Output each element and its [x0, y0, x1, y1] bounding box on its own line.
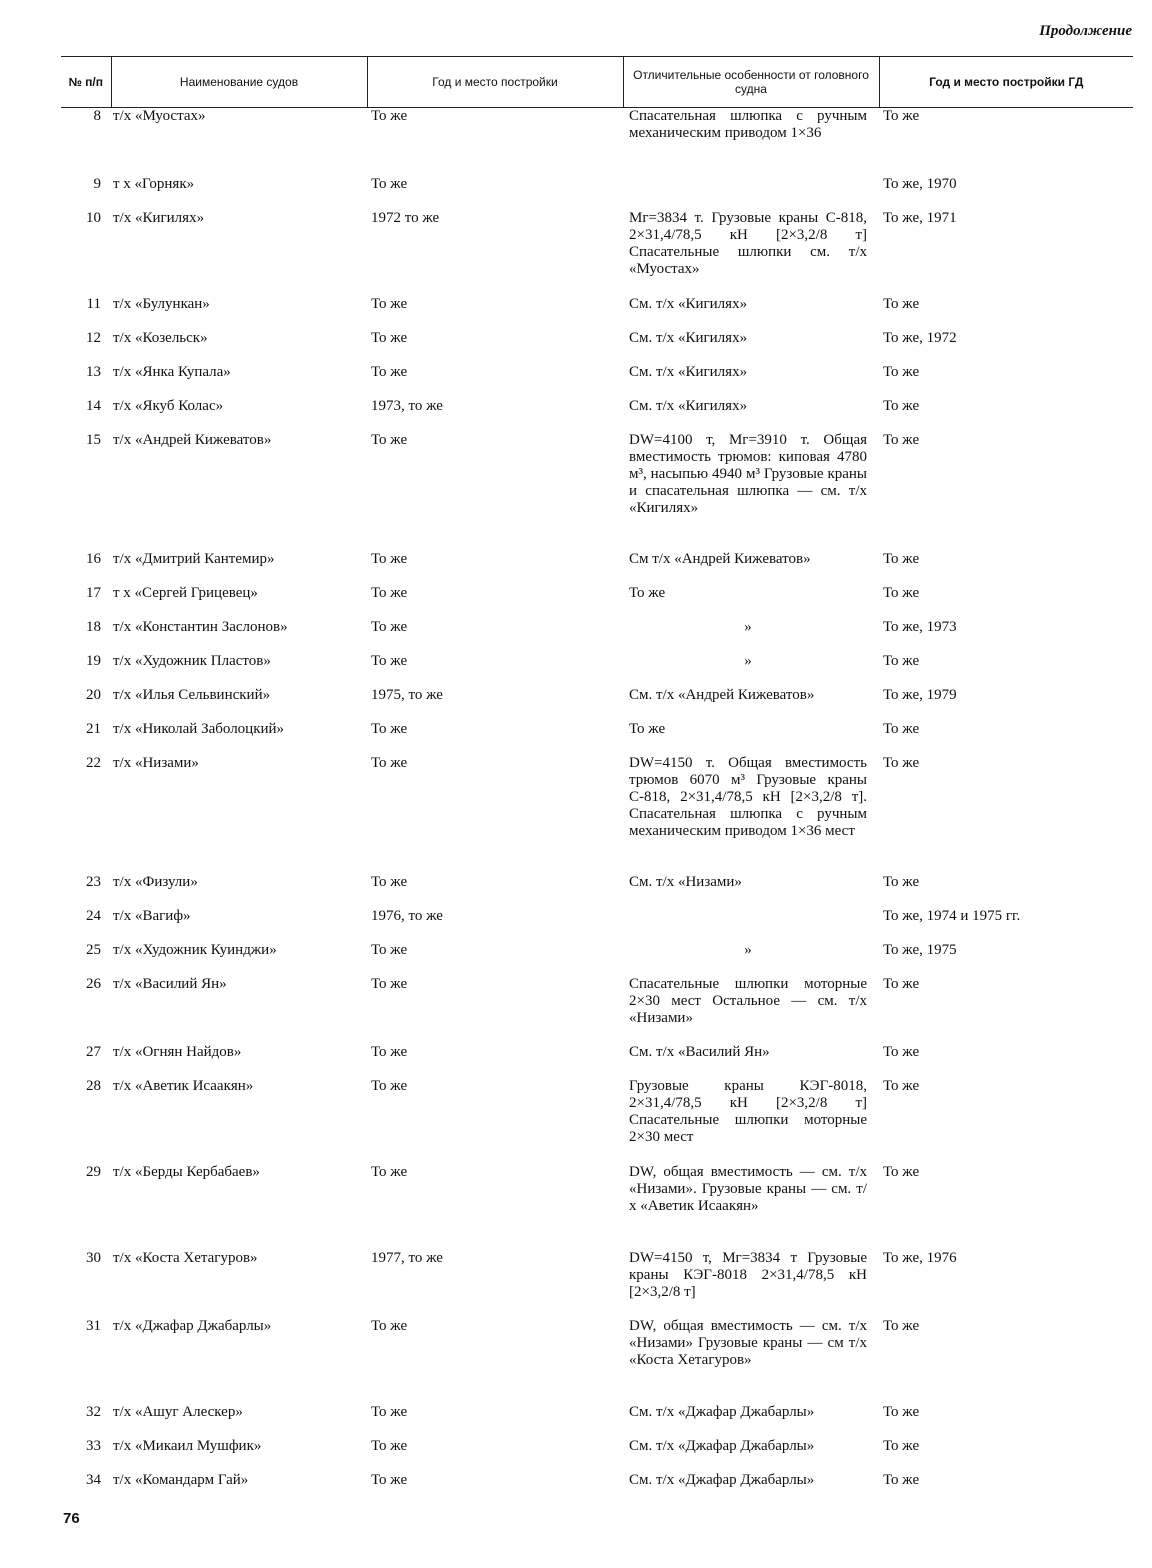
- ship-name: т/х «Кигилях»: [113, 209, 205, 226]
- ship-name: т/х «Аветик Исаакян»: [113, 1077, 254, 1094]
- table-row: [61, 619, 1133, 653]
- table-row: [61, 1318, 1133, 1404]
- distinctive-features: См. т/х «Кигилях»: [629, 329, 748, 346]
- table-row: [61, 551, 1133, 585]
- ship-name: т/х «Андрей Кижеватов»: [113, 431, 272, 448]
- ship-name: т х «Сергей Грицевец»: [113, 584, 258, 601]
- table-row: [61, 398, 1133, 432]
- distinctive-features: [623, 908, 879, 942]
- distinctive-features: [623, 176, 879, 210]
- table-row: [61, 108, 1133, 176]
- row-number: 12: [86, 329, 101, 346]
- ship-name: т/х «Берды Кербабаев»: [113, 1163, 260, 1180]
- distinctive-features: »: [744, 941, 752, 958]
- col-header-name: Наименование судов: [111, 57, 367, 108]
- build-year-place: То же: [371, 584, 408, 601]
- build-year-place: То же: [371, 754, 408, 771]
- table-row: [61, 296, 1133, 330]
- ship-name: т х «Горняк»: [113, 175, 195, 192]
- ship-name: т/х «Художник Пластов»: [113, 652, 271, 669]
- distinctive-features: Mг=3834 т. Грузовые краны С-818, 2×31,4/78,5 кН [2×3,2/8 т] Спасательные шлюпки см. т/х «Муостах»: [629, 209, 867, 277]
- distinctive-features: См. т/х «Джафар Джабарлы»: [629, 1437, 815, 1454]
- table-row: [61, 1250, 1133, 1318]
- col-header-gd: Год и место постройки ГД: [879, 57, 1133, 108]
- table-row: [61, 1164, 1133, 1250]
- row-number: 26: [86, 975, 101, 992]
- build-year-place: 1972 то же: [371, 209, 440, 226]
- table-row: [61, 364, 1133, 398]
- row-number: 18: [86, 618, 101, 635]
- row-number: 32: [86, 1403, 101, 1420]
- distinctive-features: »: [744, 618, 752, 635]
- ship-name: т/х «Коста Хетагуров»: [113, 1249, 258, 1266]
- distinctive-features: DW, общая вместимость — см. т/х «Низами». Грузовые краны — см. т/х «Аветик Исаакян»: [629, 1163, 867, 1214]
- distinctive-features: См. т/х «Джафар Джабарлы»: [629, 1471, 815, 1488]
- ship-name: т/х «Муостах»: [113, 108, 206, 124]
- row-number: 13: [86, 363, 101, 380]
- row-number: 25: [86, 941, 101, 958]
- engine-build-year-place: То же, 1973: [883, 618, 957, 635]
- build-year-place: То же: [371, 873, 408, 890]
- build-year-place: 1975, то же: [371, 686, 443, 703]
- ship-name: т/х «Физули»: [113, 873, 198, 890]
- build-year-place: То же: [371, 618, 408, 635]
- ship-name: т/х «Художник Куинджи»: [113, 941, 277, 958]
- table-row: [61, 755, 1133, 874]
- table-row: [61, 432, 1133, 551]
- build-year-place: То же: [371, 1077, 408, 1094]
- table-row: [61, 1044, 1133, 1078]
- ships-table: [61, 56, 1133, 1512]
- ship-name: т/х «Джафар Джабарлы»: [113, 1317, 272, 1334]
- ship-name: т/х «Булункан»: [113, 295, 210, 312]
- engine-build-year-place: То же: [883, 975, 920, 992]
- table-row: [61, 976, 1133, 1044]
- ship-name: т/х «Николай Заболоцкий»: [113, 720, 285, 737]
- ship-name: т/х «Огнян Найдов»: [113, 1043, 242, 1060]
- row-number: 28: [86, 1077, 101, 1094]
- engine-build-year-place: То же: [883, 397, 920, 414]
- engine-build-year-place: То же: [883, 652, 920, 669]
- build-year-place: То же: [371, 329, 408, 346]
- build-year-place: То же: [371, 550, 408, 567]
- distinctive-features: См. т/х «Андрей Кижеватов»: [629, 686, 815, 703]
- row-number: 9: [93, 175, 101, 192]
- build-year-place: То же: [371, 431, 408, 448]
- ship-name: т/х «Константин Заслонов»: [113, 618, 288, 635]
- row-number: 24: [86, 907, 101, 924]
- table-row: [61, 908, 1133, 942]
- table-row: [61, 330, 1133, 364]
- engine-build-year-place: То же, 1972: [883, 329, 957, 346]
- build-year-place: То же: [371, 108, 408, 124]
- build-year-place: То же: [371, 363, 408, 380]
- engine-build-year-place: То же: [883, 1437, 920, 1454]
- ship-name: т/х «Низами»: [113, 754, 199, 771]
- distinctive-features: DW=4100 т, Mг=3910 т. Общая вместимость трюмов: киповая 4780 м³, насыпью 4940 м³ Грузовые краны и спасательная шлюпка — см. т/х «Кигилях»: [629, 431, 867, 516]
- row-number: 27: [86, 1043, 101, 1060]
- engine-build-year-place: То же: [883, 363, 920, 380]
- distinctive-features: DW, общая вместимость — см. т/х «Низами» Грузовые краны — см т/х «Коста Хетагуров»: [629, 1317, 867, 1368]
- table-row: [61, 176, 1133, 210]
- engine-build-year-place: То же, 1974 и 1975 гг.: [883, 907, 1021, 924]
- distinctive-features: См. т/х «Василий Ян»: [629, 1043, 770, 1060]
- row-number: 30: [86, 1249, 101, 1266]
- distinctive-features: DW=4150 т. Общая вместимость трюмов 6070 м³ Грузовые краны С-818, 2×31,4/78,5 кН [2×3,2/8 т]. Спасательная шлюпка с ручным механическим приводом 1×36 мест: [629, 754, 867, 839]
- engine-build-year-place: То же: [883, 1077, 920, 1094]
- distinctive-features: »: [744, 652, 752, 669]
- row-number: 31: [86, 1317, 101, 1334]
- build-year-place: 1977, то же: [371, 1249, 443, 1266]
- row-number: 17: [86, 584, 101, 601]
- row-number: 21: [86, 720, 101, 737]
- distinctive-features: См. т/х «Низами»: [629, 873, 742, 890]
- engine-build-year-place: То же: [883, 754, 920, 771]
- distinctive-features: Спасательные шлюпки моторные 2×30 мест Остальное — см. т/х «Низами»: [629, 975, 867, 1026]
- ship-name: т/х «Янка Купала»: [113, 363, 231, 380]
- distinctive-features: Спасательная шлюпка с ручным механическим приводом 1×36: [629, 108, 867, 141]
- distinctive-features: Грузовые краны КЭГ-8018, 2×31,4/78,5 кН [2×3,2/8 т] Спасательные шлюпки моторные 2×30 мест: [629, 1077, 867, 1145]
- engine-build-year-place: То же, 1976: [883, 1249, 957, 1266]
- engine-build-year-place: То же: [883, 1043, 920, 1060]
- table-header: [61, 57, 1133, 108]
- ship-name: т/х «Дмитрий Кантемир»: [113, 550, 275, 567]
- engine-build-year-place: То же: [883, 431, 920, 448]
- build-year-place: То же: [371, 1317, 408, 1334]
- build-year-place: То же: [371, 1163, 408, 1180]
- build-year-place: То же: [371, 175, 408, 192]
- engine-build-year-place: То же: [883, 1163, 920, 1180]
- build-year-place: То же: [371, 1403, 408, 1420]
- engine-build-year-place: То же: [883, 295, 920, 312]
- col-header-features: Отличительные особенности от головного судна: [623, 57, 879, 108]
- table-row: [61, 942, 1133, 976]
- engine-build-year-place: То же: [883, 1317, 920, 1334]
- row-number: 11: [86, 295, 101, 312]
- engine-build-year-place: То же: [883, 584, 920, 601]
- distinctive-features: DW=4150 т, Mг=3834 т Грузовые краны КЭГ-8018 2×31,4/78,5 кН [2×3,2/8 т]: [629, 1249, 867, 1300]
- row-number: 22: [86, 754, 101, 771]
- build-year-place: То же: [371, 1471, 408, 1488]
- engine-build-year-place: То же: [883, 550, 920, 567]
- engine-build-year-place: То же, 1979: [883, 686, 957, 703]
- ship-name: т/х «Якуб Колас»: [113, 397, 224, 414]
- build-year-place: То же: [371, 1043, 408, 1060]
- table-row: [61, 1472, 1133, 1512]
- distinctive-features: То же: [629, 720, 666, 737]
- table-row: [61, 874, 1133, 908]
- row-number: 23: [86, 873, 101, 890]
- build-year-place: То же: [371, 720, 408, 737]
- build-year-place: 1976, то же: [371, 907, 443, 924]
- distinctive-features: См т/х «Андрей Кижеватов»: [629, 550, 811, 567]
- row-number: 33: [86, 1437, 101, 1454]
- ship-name: т/х «Илья Сельвинский»: [113, 686, 271, 703]
- ship-name: т/х «Микаил Мушфик»: [113, 1437, 262, 1454]
- row-number: 10: [86, 209, 101, 226]
- table-body: [61, 108, 1133, 1512]
- engine-build-year-place: То же, 1970: [883, 175, 957, 192]
- col-header-year-place: Год и место постройки: [367, 57, 623, 108]
- table-row: [61, 687, 1133, 721]
- build-year-place: То же: [371, 295, 408, 312]
- table-row: [61, 210, 1133, 296]
- build-year-place: То же: [371, 941, 408, 958]
- row-number: 14: [86, 397, 101, 414]
- page-number: 76: [63, 1510, 80, 1527]
- table-row: [61, 653, 1133, 687]
- col-header-num: № п/п: [61, 57, 111, 108]
- continuation-note: Продолжение: [1039, 23, 1132, 39]
- distinctive-features: См. т/х «Кигилях»: [629, 295, 748, 312]
- engine-build-year-place: То же, 1971: [883, 209, 957, 226]
- build-year-place: 1973, то же: [371, 397, 443, 414]
- engine-build-year-place: То же: [883, 1471, 920, 1488]
- build-year-place: То же: [371, 1437, 408, 1454]
- row-number: 29: [86, 1163, 101, 1180]
- distinctive-features: То же: [629, 584, 666, 601]
- distinctive-features: См. т/х «Кигилях»: [629, 397, 748, 414]
- distinctive-features: См. т/х «Кигилях»: [629, 363, 748, 380]
- engine-build-year-place: То же, 1975: [883, 941, 957, 958]
- build-year-place: То же: [371, 975, 408, 992]
- engine-build-year-place: То же: [883, 873, 920, 890]
- table-row: [61, 1078, 1133, 1164]
- table-row: [61, 1438, 1133, 1472]
- table-row: [61, 585, 1133, 619]
- engine-build-year-place: То же: [883, 720, 920, 737]
- distinctive-features: См. т/х «Джафар Джабарлы»: [629, 1403, 815, 1420]
- ship-name: т/х «Ашуг Алескер»: [113, 1403, 243, 1420]
- row-number: 16: [86, 550, 101, 567]
- ship-name: т/х «Вагиф»: [113, 907, 191, 924]
- row-number: 8: [93, 108, 101, 124]
- row-number: 15: [86, 431, 101, 448]
- row-number: 19: [86, 652, 101, 669]
- row-number: 20: [86, 686, 101, 703]
- ship-name: т/х «Козельск»: [113, 329, 208, 346]
- row-number: 34: [86, 1471, 101, 1488]
- table-row: [61, 1404, 1133, 1438]
- table-row: [61, 721, 1133, 755]
- ship-name: т/х «Командарм Гай»: [113, 1471, 249, 1488]
- engine-build-year-place: То же: [883, 108, 920, 124]
- ship-name: т/х «Василий Ян»: [113, 975, 227, 992]
- build-year-place: То же: [371, 652, 408, 669]
- engine-build-year-place: То же: [883, 1403, 920, 1420]
